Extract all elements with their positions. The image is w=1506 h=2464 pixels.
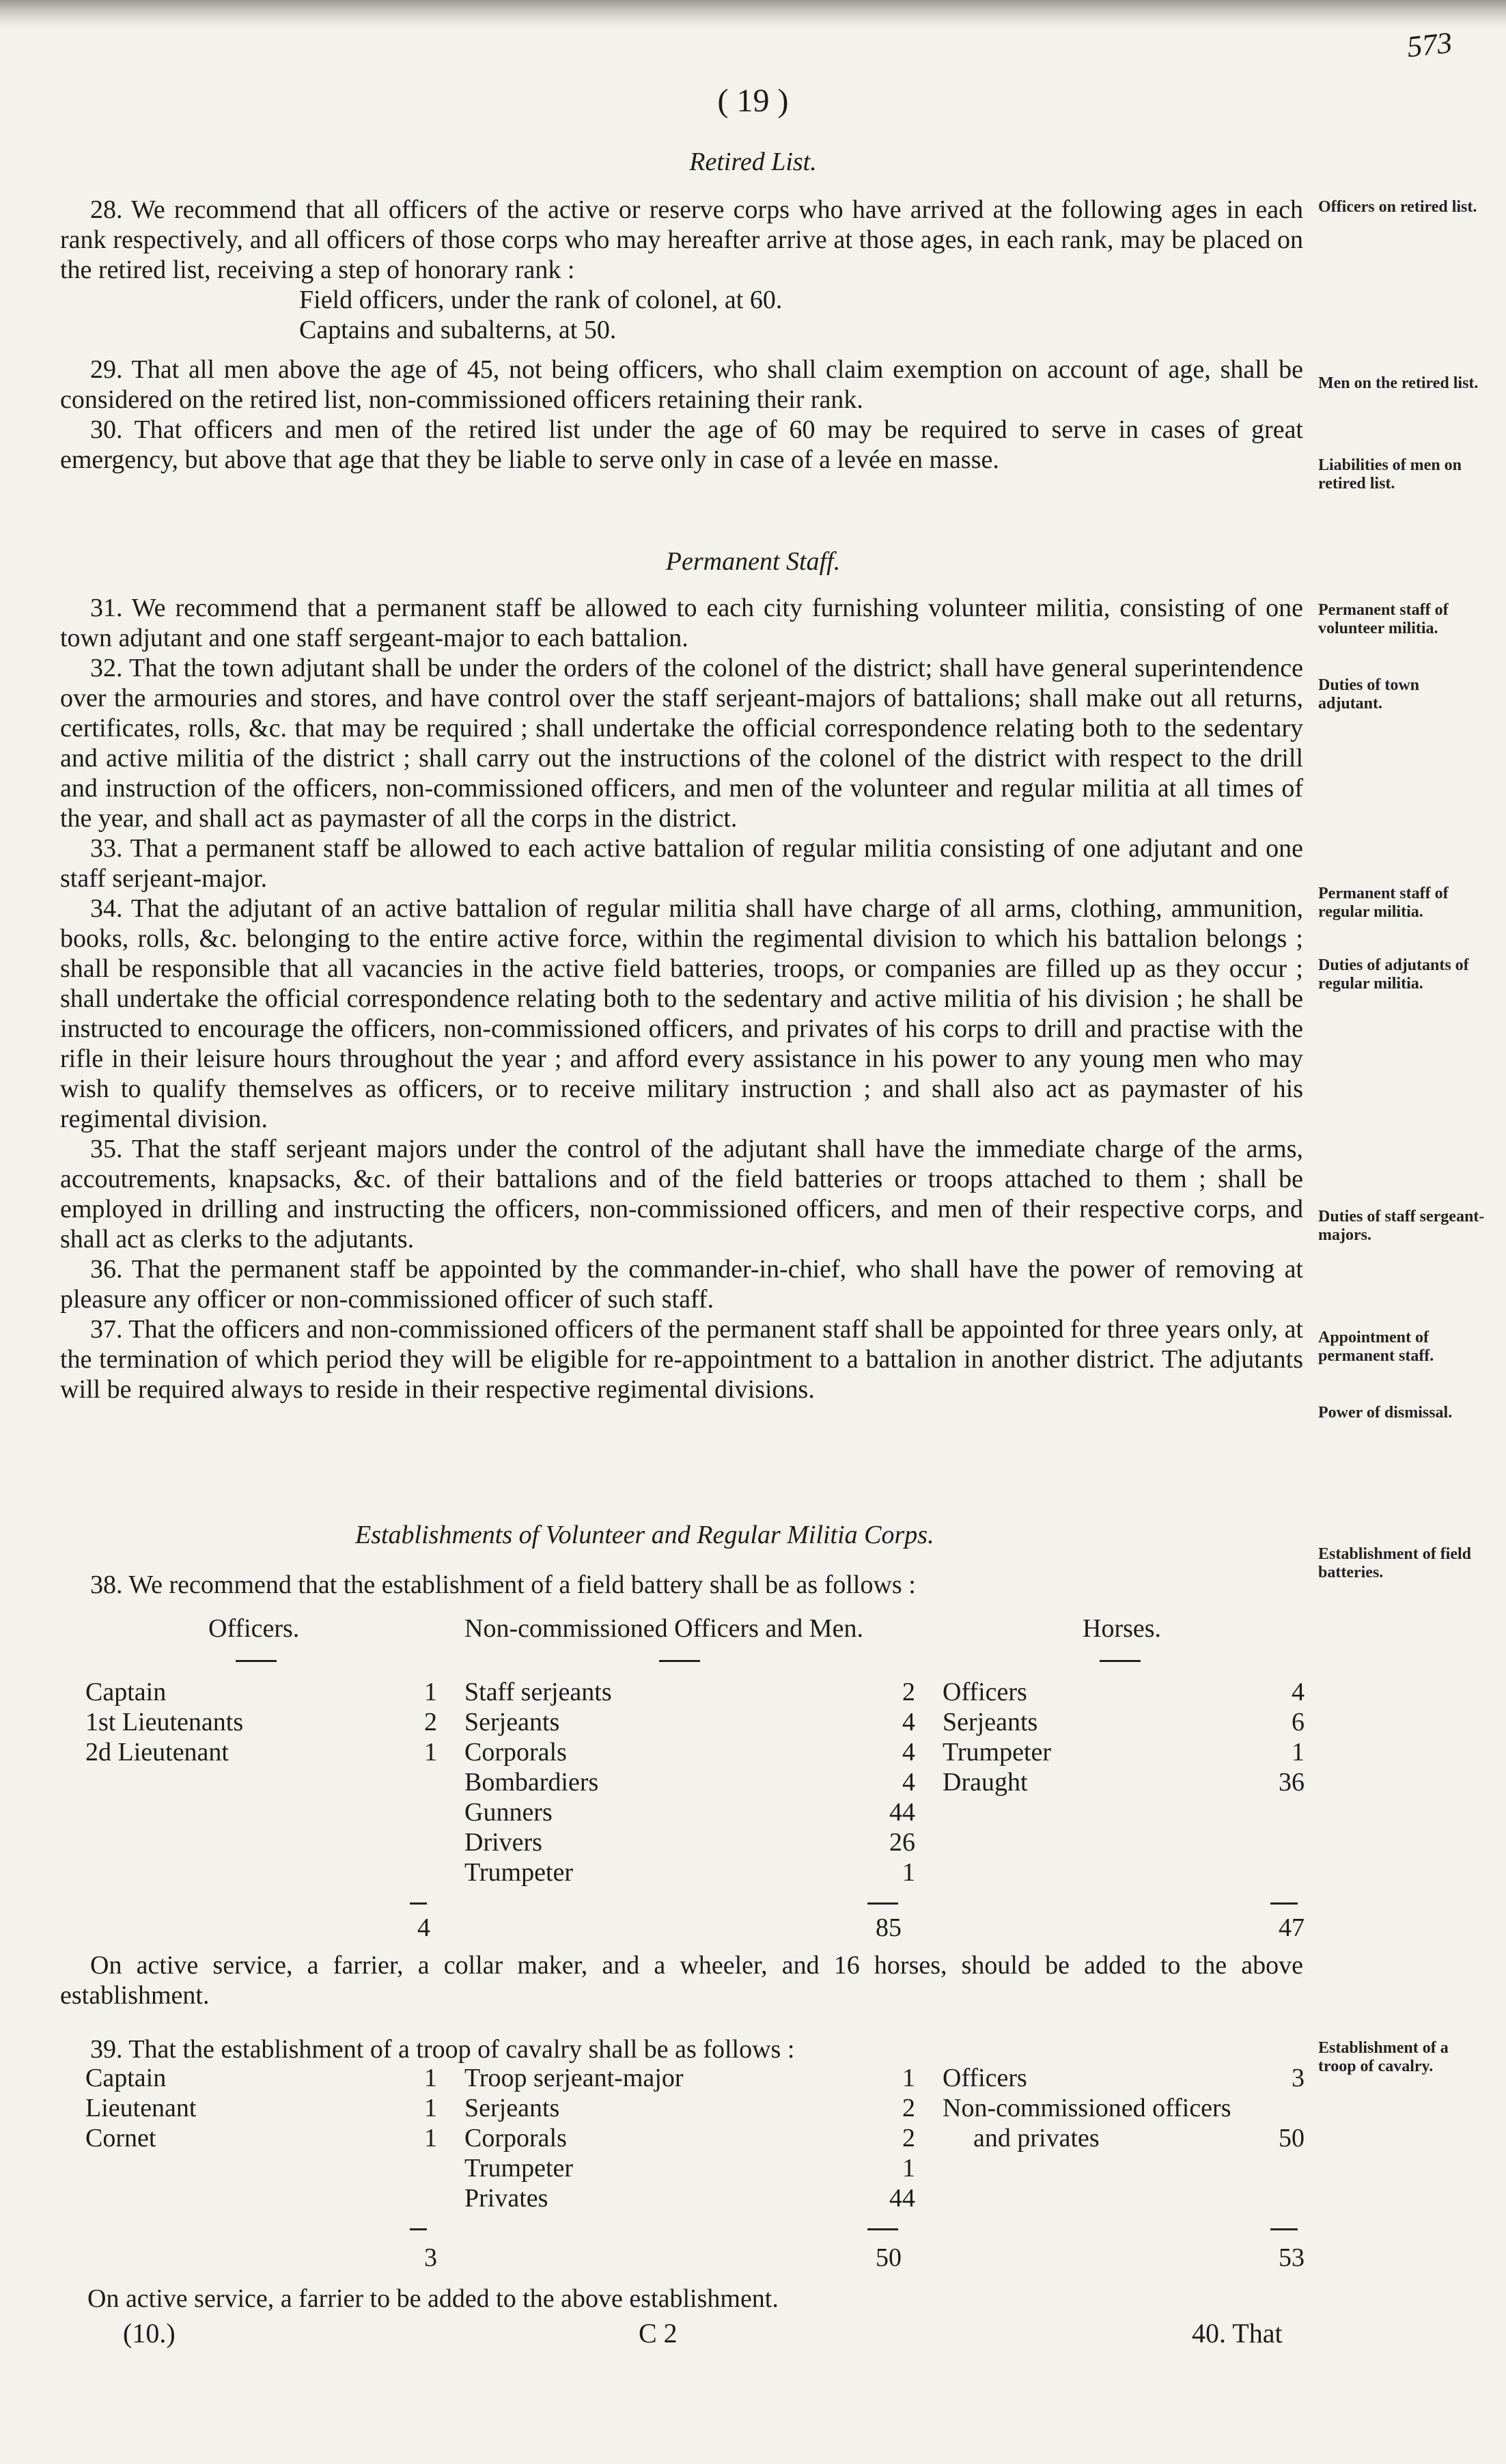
- table-cell: 1: [902, 2064, 915, 2092]
- heading-retired-list: Retired List.: [689, 148, 817, 176]
- table-row: Trumpeter: [943, 1738, 1052, 1767]
- table-row: Cornet: [85, 2124, 156, 2152]
- table-cell: 1: [902, 2154, 915, 2183]
- table-row: Serjeants: [464, 2094, 560, 2122]
- table-cell: 2: [902, 1678, 915, 1706]
- table-cell: 1: [424, 2064, 437, 2092]
- table-row: Captain: [85, 2064, 167, 2092]
- table-cell: 1: [1292, 1738, 1305, 1767]
- table-cell: 44: [889, 1798, 915, 1827]
- table-cell: 36: [1279, 1768, 1305, 1797]
- margin-note-appointment: Appointment of permanent staff.: [1318, 1329, 1434, 1365]
- margin-note-duties-adjutants: Duties of adjutants of regular militia.: [1318, 956, 1469, 993]
- table-row: and privates: [973, 2124, 1100, 2152]
- margin-note-duties-staff-sergeants: Duties of staff sergeant-majors.: [1318, 1208, 1485, 1244]
- table-cell: 1: [424, 1678, 437, 1706]
- paragraph-32: 32. That the town adjutant shall be under the orders of the colonel of the district; shall have general superintendence over the armouries and stores, and have control over the staff serjeant-majors of battalions; shall make out all returns, certificates, rolls, &c. that may be required ; shall undertake the official correspondence relating both to the sedentary and active militia of the district ; shall carry out the instructions of the colonel of the district with respect to the drill and instruction of the officers, non-commissioned officers, and men of the volunteer and regular militia at all times of the year, and shall act as paymaster of all the corps in the district.: [60, 654, 1303, 833]
- table-row: Serjeants: [464, 1708, 560, 1736]
- table-row: Non-commissioned officers: [943, 2094, 1231, 2122]
- table-row: Lieutenant: [85, 2094, 197, 2122]
- retired-rank-line-1: Field officers, under the rank of colonel, at 60.: [299, 286, 783, 314]
- total-all: 53: [1279, 2243, 1305, 2272]
- margin-note-liabilities: Liabilities of men on retired list.: [1318, 456, 1462, 493]
- col-header-ncos: Non-commissioned Officers and Men.: [464, 1614, 863, 1643]
- table-cell: 6: [1292, 1708, 1305, 1736]
- table-row: Gunners: [464, 1798, 553, 1827]
- battery-note: On active service, a farrier, a collar maker, and a wheeler, and 16 horses, should be added to the above establishment.: [60, 1951, 1303, 2010]
- table-cell: 4: [902, 1738, 915, 1767]
- total-ncos: 50: [876, 2243, 902, 2272]
- table-cell: 2: [902, 2094, 915, 2122]
- paragraph-35: 35. That the staff serjeant majors under the control of the adjutant shall have the immediate charge of the arms, accoutrements, knapsacks, &c. of their battalions and of the field batteries or troops attached to them ; shall be employed in drilling and instructing the officers, non-commissioned officers, and men of their respective corps, and shall act as clerks to the adjutants.: [60, 1135, 1303, 1254]
- margin-note-officers-retired: Officers on retired list.: [1318, 198, 1477, 216]
- total-officers: 3: [424, 2243, 437, 2272]
- table-cell: 1: [902, 1858, 915, 1887]
- table-cell: 50: [1279, 2124, 1305, 2152]
- table-row: Corporals: [464, 2124, 567, 2152]
- page-number: ( 19 ): [717, 83, 789, 119]
- table-cell: 3: [1292, 2064, 1305, 2092]
- table-row: Corporals: [464, 1738, 567, 1767]
- paragraph-39: 39. That the establishment of a troop of cavalry shall be as follows :: [90, 2035, 795, 2064]
- heading-permanent-staff: Permanent Staff.: [665, 547, 841, 576]
- header-rule: [659, 1660, 700, 1662]
- table-row: Draught: [943, 1768, 1028, 1797]
- paragraph-28: 28. We recommend that all officers of the active or reserve corps who have arrived at the following ages in each rank respectively, and all officers of those corps who may hereafter arrive at those ages, in each rank, may be placed on the retired list, receiving a step of honorary rank :: [60, 195, 1303, 284]
- margin-note-permanent-staff-regular: Permanent staff of regular militia.: [1318, 885, 1449, 921]
- total-rule: [410, 2228, 427, 2230]
- total-ncos: 85: [876, 1913, 902, 1942]
- table-row: Staff serjeants: [464, 1678, 612, 1706]
- table-cell: 1: [424, 1738, 437, 1767]
- total-horses: 47: [1279, 1913, 1305, 1942]
- table-cell: 1: [424, 2094, 437, 2122]
- total-rule: [867, 1902, 898, 1905]
- cavalry-note: On active service, a farrier to be added to the above establishment.: [87, 2284, 779, 2313]
- total-rule: [867, 2228, 898, 2230]
- table-row: Privates: [464, 2184, 548, 2213]
- table-cell: 1: [424, 2124, 437, 2152]
- heading-establishments: Establishments of Volunteer and Regular Militia Corps.: [355, 1521, 934, 1549]
- paragraph-34: 34. That the adjutant of an active battalion of regular militia shall have charge of all arms, clothing, ammunition, books, rolls, &c. belonging to the entire active force, within the regimental division to which his battalion belongs ; shall be responsible that all vacancies in the active field batteries, troops, or companies are filled up as they occur ; shall undertake the official correspondence relating both to the sedentary and active militia of his division ; he shall be instructed to encourage the officers, non-commissioned officers, and privates of his corps to drill and practise with the rifle in their leisure hours throughout the year ; and afford every assistance in his power to any young men who may wish to qualify themselves as officers, or to receive military instruction ; and shall also act as paymaster of his regimental division.: [60, 894, 1303, 1133]
- total-officers: 4: [417, 1913, 430, 1942]
- paragraph-36: 36. That the permanent staff be appointed by the commander-in-chief, who shall have the power of removing at pleasure any officer or non-commissioned officer of such staff.: [60, 1255, 1303, 1314]
- header-rule: [1100, 1660, 1141, 1662]
- table-row: Captain: [85, 1678, 167, 1706]
- footer-center: C 2: [639, 2318, 678, 2349]
- header-rule: [236, 1660, 277, 1662]
- table-cell: 4: [902, 1708, 915, 1736]
- permanent-staff-section: [60, 593, 1303, 1404]
- table-cell: 4: [902, 1768, 915, 1797]
- table-cell: 26: [889, 1828, 915, 1857]
- table-row: Troop serjeant-major: [464, 2064, 684, 2092]
- total-rule: [1270, 2228, 1298, 2230]
- margin-note-duties-town-adjutant: Duties of town adjutant.: [1318, 676, 1419, 712]
- col-header-officers: Officers.: [208, 1614, 300, 1643]
- margin-note-field-batteries: Establishment of field batteries.: [1318, 1545, 1472, 1581]
- margin-note-troop-cavalry: Establishment of a troop of cavalry.: [1318, 2039, 1449, 2075]
- paragraph-31: 31. We recommend that a permanent staff be allowed to each city furnishing volunteer militia, consisting of one town adjutant and one staff sergeant-major to each battalion.: [60, 594, 1303, 652]
- table-row: 2d Lieutenant: [85, 1738, 229, 1767]
- total-rule: [410, 1902, 427, 1905]
- paragraph-37: 37. That the officers and non-commissioned officers of the permanent staff shall be appointed for three years only, at the termination of which period they will be eligible for re-appointment to a battalion in another district. The adjutants will be required always to reside in their respective regimental divisions.: [60, 1315, 1303, 1404]
- table-cell: 2: [902, 2124, 915, 2152]
- margin-note-permanent-staff-volunteer: Permanent staff of volunteer militia.: [1318, 601, 1449, 637]
- paragraph-30: 30. That officers and men of the retired list under the age of 60 may be required to serve in cases of great emergency, but above that age that they be liable to serve only in case of a levée en masse.: [60, 415, 1303, 474]
- table-row: Officers: [943, 1678, 1027, 1706]
- table-row: Trumpeter: [464, 1858, 574, 1887]
- table-cell: 44: [889, 2184, 915, 2213]
- retired-rank-line-2: Captains and subalterns, at 50.: [299, 316, 617, 344]
- paragraph-29: 29. That all men above the age of 45, not being officers, who shall claim exemption on account of age, shall be considered on the retired list, non-commissioned officers retaining their rank.: [60, 355, 1303, 414]
- table-cell: 2: [424, 1708, 437, 1736]
- paragraph-38: 38. We recommend that the establishment of a field battery shall be as follows :: [90, 1570, 916, 1599]
- footer-right: 40. That: [1192, 2318, 1283, 2349]
- paragraph-33: 33. That a permanent staff be allowed to each active battalion of regular militia consisting of one adjutant and one staff serjeant-major.: [60, 834, 1303, 893]
- table-row: 1st Lieutenants: [85, 1708, 244, 1736]
- scan-edge: [0, 0, 1506, 27]
- margin-note-power-dismissal: Power of dismissal.: [1318, 1404, 1453, 1422]
- total-rule: [1270, 1902, 1298, 1905]
- corner-mark: 573: [1405, 25, 1454, 64]
- table-row: Officers: [943, 2064, 1027, 2092]
- margin-note-men-retired: Men on the retired list.: [1318, 374, 1479, 392]
- table-cell: 4: [1292, 1678, 1305, 1706]
- table-row: Serjeants: [943, 1708, 1038, 1736]
- retired-section: [60, 195, 1303, 475]
- footer-left: (10.): [123, 2318, 176, 2349]
- table-row: Drivers: [464, 1828, 542, 1857]
- col-header-horses: Horses.: [1083, 1614, 1162, 1643]
- table-row: Trumpeter: [464, 2154, 574, 2183]
- table-row: Bombardiers: [464, 1768, 599, 1797]
